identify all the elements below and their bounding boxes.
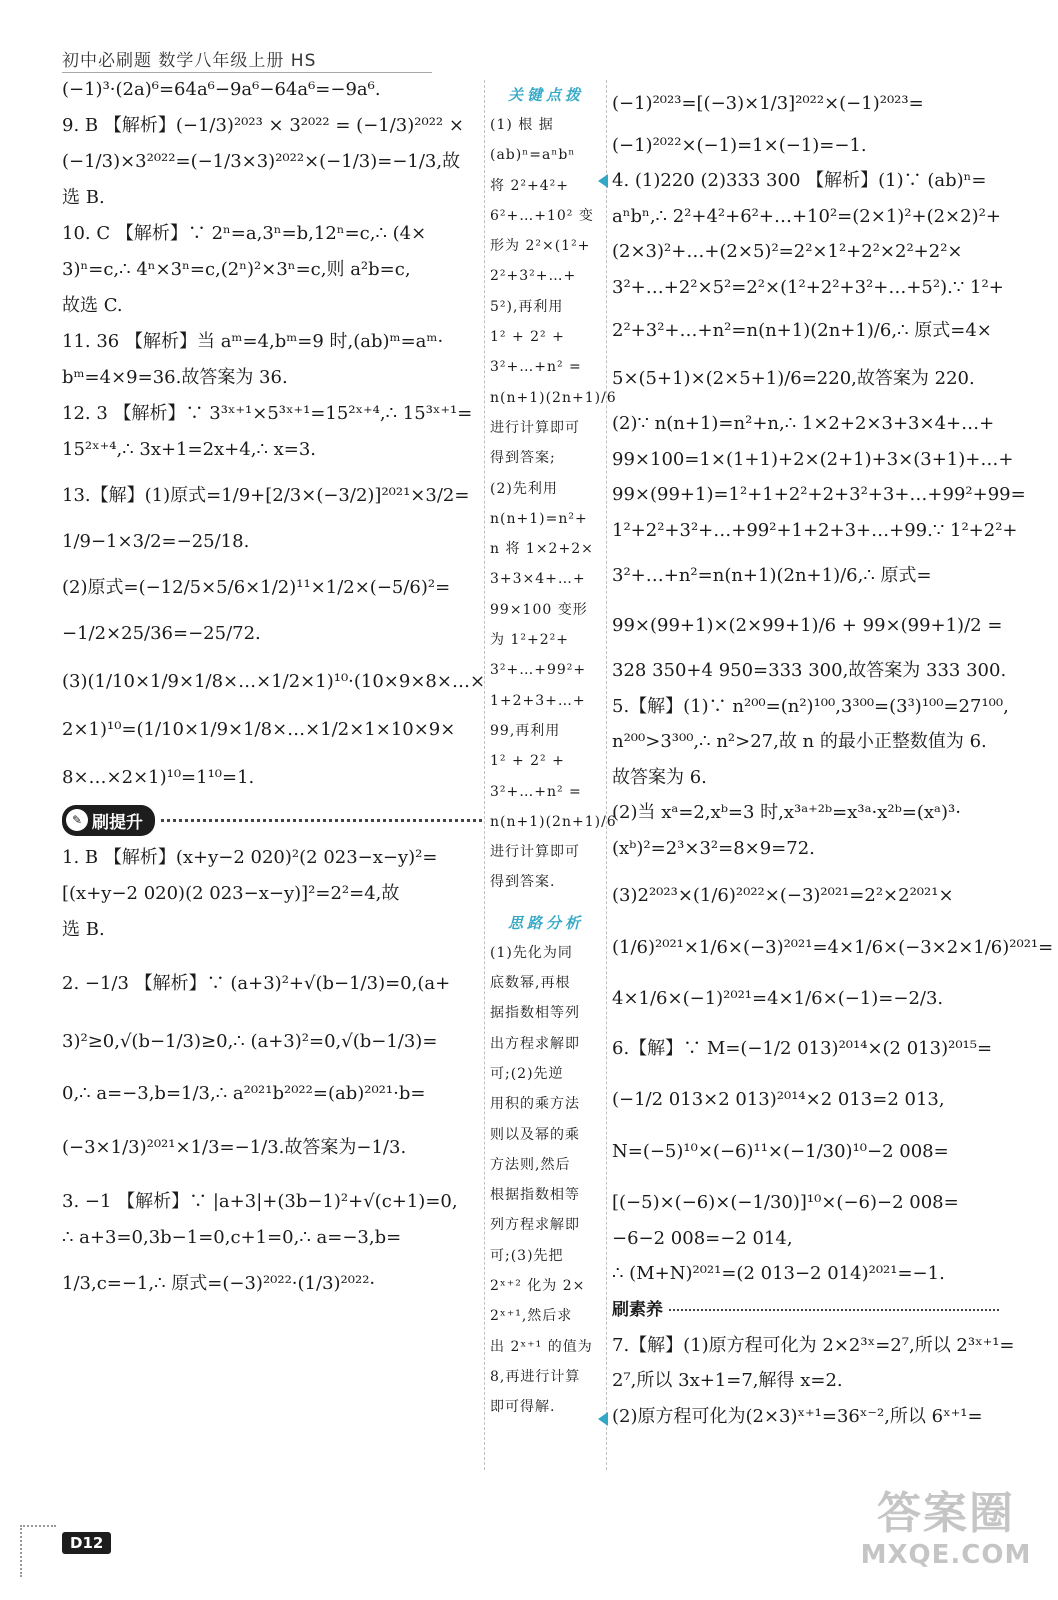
note-line: (ab)ⁿ=aⁿbⁿ xyxy=(490,147,576,164)
note-line: 为 1²+2²+ xyxy=(490,632,569,649)
solution-line: 9. B 【解析】(−1/3)²⁰²³ × 3²⁰²² = (−1/3)²⁰²² × xyxy=(62,115,464,136)
solution-line: 3)²≥0,√(b−1/3)≥0,∴ (a+3)²=0,√(b−1/3)= xyxy=(62,1031,438,1052)
approach-title: 思路分析 xyxy=(507,913,584,932)
solution-line: 1²+2²+3²+…+99²+1+2+3+…+99.∵ 1²+2²+ xyxy=(612,519,1018,541)
page-corner-mark xyxy=(20,1525,56,1577)
solution-line: N=(−5)¹⁰×(−6)¹¹×(−1/30)¹⁰−2 008= xyxy=(612,1140,949,1162)
solution-line: 99×(99+1)×(2×99+1)/6 + 99×(99+1)/2 = xyxy=(612,614,1003,636)
note-line: 出方程求解即 xyxy=(490,1035,580,1052)
solution-line: 4. (1)220 (2)333 300 【解析】(1)∵ (ab)ⁿ= xyxy=(612,170,987,191)
solution-line: 选 B. xyxy=(62,187,105,208)
solution-line: 1. B 【解析】(x+y−2 020)²(2 023−x−y)²= xyxy=(62,847,438,868)
column-divider-right xyxy=(606,80,607,1470)
solution-line: 0,∴ a=−3,b=1/3,∴ a²⁰²¹b²⁰²²=(ab)²⁰²¹·b= xyxy=(62,1083,426,1104)
brush-icon: ✎ xyxy=(66,809,88,831)
dotted-rule xyxy=(161,819,482,822)
note-line: 3²+…+99²+ xyxy=(490,662,587,679)
header-title: 初中必刷题 数学八年级上册 HS xyxy=(62,51,317,71)
solution-line: n²⁰⁰>3³⁰⁰,∴ n²>27,故 n 的最小正整数值为 6. xyxy=(612,731,987,752)
right-column xyxy=(612,80,1054,1434)
note-line: 出 2ˣ⁺¹ 的值为 xyxy=(490,1338,593,1355)
approach-body xyxy=(490,938,602,1423)
left-column xyxy=(62,72,486,1302)
note-line: 1² + 2² + xyxy=(490,329,565,346)
solution-line: (2)原方程可化为(2×3)ˣ⁺¹=36ˣ⁻²,所以 6ˣ⁺¹= xyxy=(612,1405,983,1427)
page-number: D12 xyxy=(62,1532,111,1554)
section-badge-label: 刷提升 xyxy=(92,812,143,833)
solution-line: 6.【解】∵ M=(−1/2 013)²⁰¹⁴×(2 013)²⁰¹⁵= xyxy=(612,1037,993,1059)
solution-line: (1/6)²⁰²¹×1/6×(−3)²⁰²¹=4×1/6×(−3×2×1/6)²⁰²¹= xyxy=(612,936,1054,958)
solution-line: (−1)³·(2a)⁶=64a⁶−9a⁶−64a⁶=−9a⁶. xyxy=(62,79,381,100)
solution-line: 2²+3²+…+n²=n(n+1)(2n+1)/6,∴ 原式=4× xyxy=(612,320,992,341)
note-line: 进行计算即可 xyxy=(490,419,580,436)
solution-line: −6−2 008=−2 014, xyxy=(612,1227,793,1249)
note-line: 2²+3²+…+ xyxy=(490,268,577,285)
solution-line: 99×100=1×(1+1)+2×(2+1)+3×(3+1)+…+ xyxy=(612,448,1014,470)
note-line: 得到答案; xyxy=(490,450,556,467)
note-line: (2)先利用 xyxy=(490,480,558,497)
note-line: 6²+…+10² 变 xyxy=(490,207,594,224)
solution-line: (−1/2 013×2 013)²⁰¹⁴×2 013=2 013, xyxy=(612,1089,945,1110)
watermark-logo xyxy=(846,1488,1046,1588)
solution-line: (−1/3)×3²⁰²²=(−1/3×3)²⁰²²×(−1/3)=−1/3,故 xyxy=(62,151,461,172)
solution-line: (2)原式=(−12/5×5/6×1/2)¹¹×1/2×(−5/6)²= xyxy=(62,577,451,598)
solution-line: aⁿbⁿ,∴ 2²+4²+6²+…+10²=(2×1)²+(2×2)²+ xyxy=(612,205,1001,227)
key-points-title: 关键点拨 xyxy=(507,86,584,104)
note-line: 底数幂,再根 xyxy=(490,975,571,992)
pointer-arrow-icon xyxy=(598,174,608,188)
note-line: 99×100 变形 xyxy=(490,601,588,618)
key-points-body xyxy=(490,110,617,898)
solution-line: 3)ⁿ=c,∴ 4ⁿ×3ⁿ=c,(2ⁿ)²×3ⁿ=c,则 a²b=c, xyxy=(62,259,411,280)
section-band-improve xyxy=(62,800,482,840)
solution-line: 11. 36 【解析】当 aᵐ=4,bᵐ=9 时,(ab)ᵐ=aᵐ· xyxy=(62,331,444,352)
column-divider-left xyxy=(484,80,485,1470)
solution-line: 3. −1 【解析】∵ |a+3|+(3b−1)²+√(c+1)=0, xyxy=(62,1191,458,1212)
solution-line: bᵐ=4×9=36.故答案为 36. xyxy=(62,367,288,388)
solution-line: 2⁷,所以 3x+1=7,解得 x=2. xyxy=(612,1370,843,1391)
solution-line: 1/9−1×3/2=−25/18. xyxy=(62,531,250,552)
note-line: 可;(2)先逆 xyxy=(490,1065,564,1082)
solution-line: 10. C 【解析】∵ 2ⁿ=a,3ⁿ=b,12ⁿ=c,∴ (4× xyxy=(62,223,427,244)
solution-line: 7.【解】(1)原方程可化为 2×2³ˣ=2⁷,所以 2³ˣ⁺¹= xyxy=(612,1334,1015,1356)
solution-line: [(−5)×(−6)×(−1/30)]¹⁰×(−6)−2 008= xyxy=(612,1192,959,1213)
solution-line: [(x+y−2 020)(2 023−x−y)]²=2²=4,故 xyxy=(62,883,400,904)
solution-line: 15²ˣ⁺⁴,∴ 3x+1=2x+4,∴ x=3. xyxy=(62,439,317,460)
solution-line: 13.【解】(1)原式=1/9+[2/3×(−3/2)]²⁰²¹×3/2= xyxy=(62,485,470,506)
solution-line: −1/2×25/36=−25/72. xyxy=(62,623,261,644)
section-band-literacy xyxy=(612,1292,1032,1328)
note-line: n 将 1×2+2× xyxy=(490,541,594,558)
watermark-url: MXQE.COM xyxy=(860,1540,1032,1570)
note-line: (1)先化为同 xyxy=(490,944,573,961)
note-line: 3²+…+n² = xyxy=(490,359,582,376)
solution-line: 5.【解】(1)∵ n²⁰⁰=(n²)¹⁰⁰,3³⁰⁰=(3³)¹⁰⁰=27¹⁰⁰, xyxy=(612,695,1009,717)
solution-line: 故选 C. xyxy=(62,295,123,316)
note-line: 则以及幂的乘 xyxy=(490,1126,580,1143)
solution-line: 4×1/6×(−1)²⁰²¹=4×1/6×(−1)=−2/3. xyxy=(612,988,944,1009)
note-line: 可;(3)先把 xyxy=(490,1247,564,1264)
solution-line: ∴ a+3=0,3b−1=0,c+1=0,∴ a=−3,b= xyxy=(62,1227,402,1248)
solution-line: (2)∵ n(n+1)=n²+n,∴ 1×2+2×3+3×4+…+ xyxy=(612,413,995,434)
solution-line: (xᵇ)²=2³×3²=8×9=72. xyxy=(612,837,815,859)
note-line: 2ˣ⁺² 化为 2× xyxy=(490,1277,586,1294)
solution-line: 故答案为 6. xyxy=(612,766,707,788)
note-line: 8,再进行计算 xyxy=(490,1368,581,1385)
note-line: 得到答案. xyxy=(490,874,556,891)
note-line: 进行计算即可 xyxy=(490,844,580,861)
solution-line: 3²+…+n²=n(n+1)(2n+1)/6,∴ 原式= xyxy=(612,565,932,586)
note-line: 用积的乘方法 xyxy=(490,1096,580,1113)
solution-line: 2. −1/3 【解析】∵ (a+3)²+√(b−1/3)=0,(a+ xyxy=(62,973,451,994)
solution-line: 12. 3 【解析】∵ 3³ˣ⁺¹×5³ˣ⁺¹=15²ˣ⁺⁴,∴ 15³ˣ⁺¹= xyxy=(62,403,473,424)
solution-line: (3)(1/10×1/9×1/8×…×1/2×1)¹⁰·(10×9×8×…× xyxy=(62,671,486,692)
note-line: 3+3×4+…+ xyxy=(490,571,586,588)
solution-line: (−1)²⁰²²×(−1)=1×(−1)=−1. xyxy=(612,134,867,156)
solution-line: (3)2²⁰²³×(1/6)²⁰²²×(−3)²⁰²¹=2²×2²⁰²¹× xyxy=(612,885,954,906)
solution-line: 3²+…+2²×5²=2²×(1²+2²+3²+…+5²).∵ 1²+ xyxy=(612,276,1004,298)
note-line: 根据指数相等 xyxy=(490,1187,580,1204)
note-line: 1² + 2² + xyxy=(490,753,565,770)
solution-line: 1/3,c=−1,∴ 原式=(−3)²⁰²²·(1/3)²⁰²²· xyxy=(62,1273,376,1294)
solution-line: (−1)²⁰²³=[(−3)×1/3]²⁰²²×(−1)²⁰²³= xyxy=(612,93,924,114)
section-badge xyxy=(62,805,155,836)
note-line: 将 2²+4²+ xyxy=(490,177,569,194)
solution-line: 99×(99+1)=1²+1+2²+2+3²+3+…+99²+99= xyxy=(612,484,1026,505)
solution-line: 328 350+4 950=333 300,故答案为 333 300. xyxy=(612,660,1007,681)
solution-line: (−3×1/3)²⁰²¹×1/3=−1/3.故答案为−1/3. xyxy=(62,1137,407,1158)
left-solutions xyxy=(62,72,486,796)
note-line: 即可得解. xyxy=(490,1399,556,1416)
note-line: 2ˣ⁺¹,然后求 xyxy=(490,1308,573,1325)
note-line: 列方程求解即 xyxy=(490,1217,580,1234)
note-line: 1+2+3+…+ xyxy=(490,692,586,709)
section-badge-label: 刷素养 xyxy=(612,1299,663,1320)
watermark-text: 答案圈 xyxy=(877,1488,1015,1539)
left-solutions-2 xyxy=(62,840,482,1302)
right-solutions xyxy=(612,86,1054,1292)
solution-line: 选 B. xyxy=(62,919,105,940)
dotted-rule xyxy=(669,1309,999,1311)
pointer-arrow-icon xyxy=(598,1412,608,1426)
note-line: n(n+1)(2n+1)/6 xyxy=(490,813,617,830)
right-solutions-2 xyxy=(612,1328,1032,1435)
solution-line: 8×…×2×1)¹⁰=1¹⁰=1. xyxy=(62,767,255,788)
note-line: (1) 根 据 xyxy=(490,117,554,133)
solution-line: 5×(5+1)×(2×5+1)/6=220,故答案为 220. xyxy=(612,367,975,389)
note-line: n(n+1)(2n+1)/6 xyxy=(490,389,617,406)
note-line: 3²+…+n² = xyxy=(490,783,582,800)
note-line: 形为 2²×(1²+ xyxy=(490,238,591,255)
note-line: 5²),再利用 xyxy=(490,298,564,315)
solution-line: (2)当 xᵃ=2,xᵇ=3 时,x³ᵃ⁺²ᵇ=x³ᵃ·x²ᵇ=(xᵃ)³· xyxy=(612,802,961,823)
note-line: 方法则,然后 xyxy=(490,1156,571,1173)
solution-line: 2×1)¹⁰=(1/10×1/9×1/8×…×1/2×1×10×9× xyxy=(62,719,456,740)
note-line: 据指数相等列 xyxy=(490,1005,580,1022)
solution-line: (2×3)²+…+(2×5)²=2²×1²+2²×2²+2²× xyxy=(612,241,963,262)
sidebar-notes xyxy=(490,80,617,1422)
solution-line: ∴ (M+N)²⁰²¹=(2 013−2 014)²⁰²¹=−1. xyxy=(612,1263,945,1284)
note-line: 99,再利用 xyxy=(490,722,561,739)
note-line: n(n+1)=n²+ xyxy=(490,510,588,527)
